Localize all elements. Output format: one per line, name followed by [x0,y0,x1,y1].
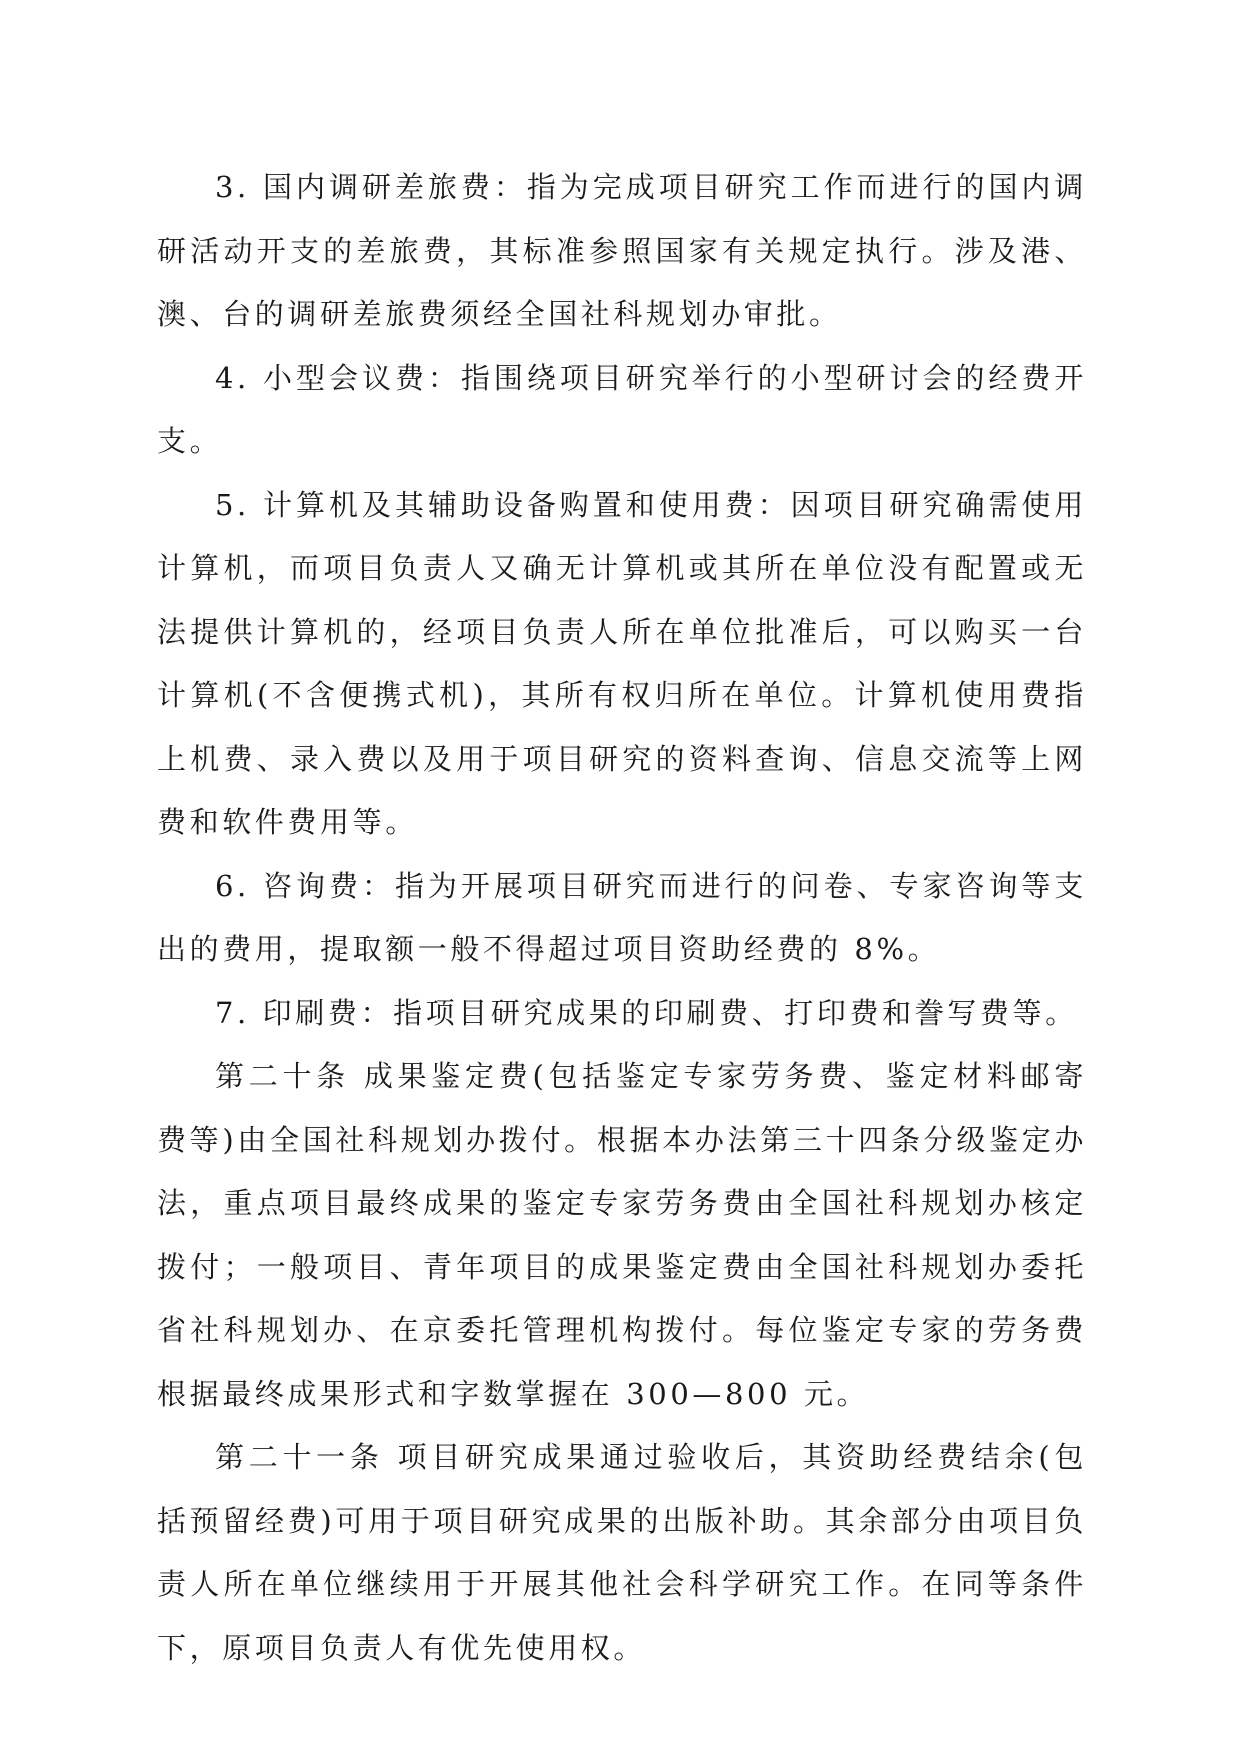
paragraph-consulting-fee: 6. 咨询费：指为开展项目研究而进行的问卷、专家咨询等支出的费用，提取额一般不得超过项目资助经费的 8%。 [157,868,1087,966]
paragraph-printing-fee: 7. 印刷费：指项目研究成果的印刷费、打印费和誊写费等。 [215,995,1078,1030]
paragraph-meeting-fee: 4. 小型会议费：指围绕项目研究举行的小型研讨会的经费开支。 [157,360,1087,458]
document-body [157,156,1087,1680]
paragraph-computer-fee: 5. 计算机及其辅助设备购置和使用费：因项目研究确需使用计算机，而项目负责人又确无计算机或其所在单位没有配置或无法提供计算机的，经项目负责人所在单位批准后，可以购买一台计算机(不含便携式机)，其所有权归所在单位。计算机使用费指上机费、录入费以及用于项目研究的资料查询、信息交流等上网费和软件费用等。 [157,487,1087,839]
paragraph-article-21: 第二十一条 项目研究成果通过验收后，其资助经费结余(包括预留经费)可用于项目研究成果的出版补助。其余部分由项目负责人所在单位继续用于开展其他社会科学研究工作。在同等条件下，原项目负责人有优先使用权。 [157,1440,1087,1665]
paragraph-domestic-travel-fee: 3. 国内调研差旅费：指为完成项目研究工作而进行的国内调研活动开支的差旅费，其标准参照国家有关规定执行。涉及港、澳、台的调研差旅费须经全国社科规划办审批。 [157,170,1087,331]
paragraph-article-20: 第二十条 成果鉴定费(包括鉴定专家劳务费、鉴定材料邮寄费等)由全国社科规划办拨付。根据本办法第三十四条分级鉴定办法，重点项目最终成果的鉴定专家劳务费由全国社科规划办核定拨付；一般项目、青年项目的成果鉴定费由全国社科规划办委托省社科规划办、在京委托管理机构拨付。每位鉴定专家的劳务费根据最终成果形式和字数掌握在 300—800 元。 [157,1059,1087,1411]
